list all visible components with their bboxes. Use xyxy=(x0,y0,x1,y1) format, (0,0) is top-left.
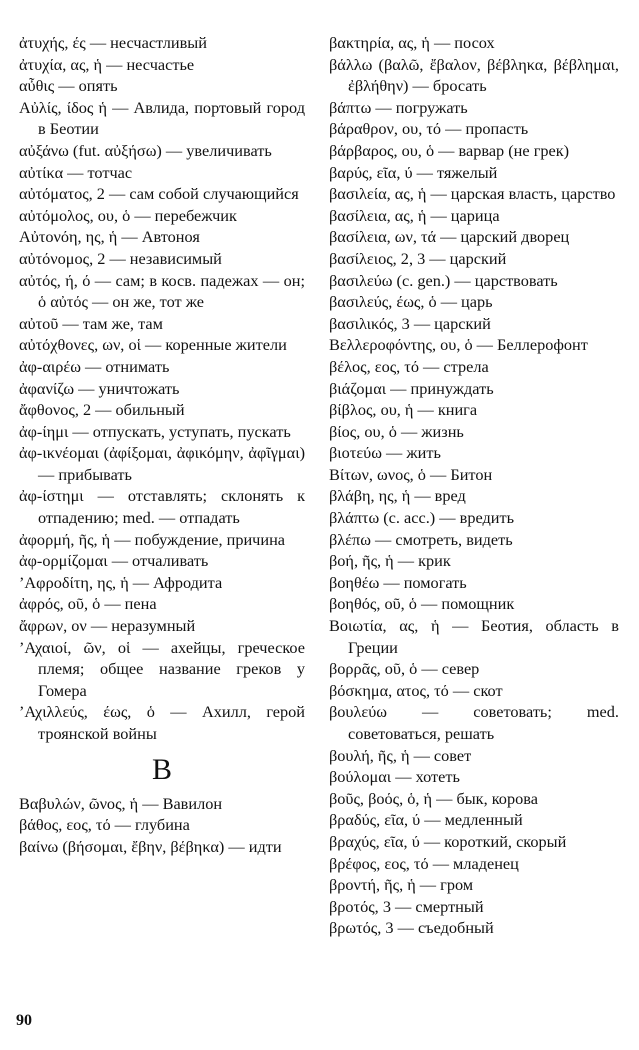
dictionary-entry: Αὐλίς, ίδος ἡ — Авлида, портовый город в Беотии xyxy=(19,97,305,139)
dictionary-entry: βίος, ου, ὁ — жизнь xyxy=(329,421,464,441)
dictionary-entry: Αὐτονόη, ης, ἡ — Автоноя xyxy=(19,227,200,247)
dictionary-entry: βλάπτω (c. acc.) — вредить xyxy=(329,508,515,528)
page-number: 90 xyxy=(16,1012,32,1029)
dictionary-entry: βαίνω (βήσομαι, ἔβην, βέβηκα) — идти xyxy=(19,836,282,856)
left-entry-list-after-letter xyxy=(19,793,305,858)
right-column xyxy=(329,32,619,939)
dictionary-entry: ἀφορμή, ῆς, ἡ — побуждение, причина xyxy=(19,529,286,549)
dictionary-entry: ἀφ-ικνέομαι (ἀφίξομαι, ἀφικόμην, ἀφῖγμαι) — прибывать xyxy=(19,443,305,484)
dictionary-entry: βουλή, ῆς, ἡ — совет xyxy=(329,745,472,765)
dictionary-entry: βάρβαρος, ου, ὁ — варвар (не грек) xyxy=(329,140,570,160)
dictionary-entry: ἀτυχία, ας, ἡ — несчастье xyxy=(19,54,195,74)
dictionary-entry: βασιλεύς, έως, ὁ — царь xyxy=(329,292,493,312)
dictionary-entry: ἀφανίζω — уничтожать xyxy=(19,378,180,398)
dictionary-entry: βουλεύω — советовать; med. советоваться, решать xyxy=(329,702,619,743)
dictionary-entry: βάπτω — погружать xyxy=(329,97,468,117)
dictionary-entry: αὖθις — опять xyxy=(19,76,118,96)
dictionary-entry: βασίλεια, ας, ἡ — царица xyxy=(329,205,500,225)
dictionary-entry: Βελλεροφόντης, ου, ὁ — Беллерофонт xyxy=(329,335,588,355)
dictionary-entry: ʼΑφροδίτη, ης, ἡ — Афродита xyxy=(19,572,223,592)
dictionary-entry: αὐτόμολος, ου, ὁ — перебежчик xyxy=(19,205,237,225)
left-column xyxy=(19,32,305,857)
dictionary-entry: Βαβυλών, ῶνος, ἡ — Вавилон xyxy=(19,793,223,813)
dictionary-entry: βασιλεία, ας, ἡ — царская власть, царство xyxy=(329,184,616,204)
dictionary-entry: ἀφ-ορμίζομαι — отчаливать xyxy=(19,551,209,571)
dictionary-entry: βροντή, ῆς, ἡ — гром xyxy=(329,875,474,895)
dictionary-entry: βασίλεια, ων, τά — царский дворец xyxy=(329,227,570,247)
dictionary-entry: βαρύς, εῖα, ύ — тяжелый xyxy=(329,162,498,182)
dictionary-entry: βρωτός, 3 — съедобный xyxy=(329,918,494,938)
dictionary-entry: Βοιωτία, ας, ἡ — Беотия, область в Греции xyxy=(329,616,619,657)
dictionary-entry: αὐτός, ή, ό — сам; в косв. падежах — он; ὁ αὐτός — он же, тот же xyxy=(19,270,305,312)
dictionary-entry: βακτηρία, ας, ἡ — посох xyxy=(329,33,495,52)
dictionary-entry: ἄφρων, ον — неразумный xyxy=(19,616,196,636)
dictionary-entry: βορρᾶς, οῦ, ὁ — север xyxy=(329,659,480,679)
right-entry-list xyxy=(329,32,619,939)
dictionary-entry: βραχύς, εῖα, ύ — короткий, скорый xyxy=(329,831,567,851)
dictionary-entry: αὐτίκα — тотчас xyxy=(19,162,133,182)
dictionary-entry: βοῦς, βοός, ὁ, ἡ — бык, корова xyxy=(329,788,538,808)
dictionary-entry: βασιλικός, 3 — царский xyxy=(329,313,491,333)
dictionary-entry: βέλος, εος, τό — стрела xyxy=(329,356,489,376)
dictionary-entry: ἀφρός, οῦ, ὁ — пена xyxy=(19,594,157,614)
dictionary-entry: βάραθρον, ου, τό — пропасть xyxy=(329,119,529,139)
dictionary-entry: Βίτων, ωνος, ὁ — Битон xyxy=(329,464,493,484)
dictionary-entry: βόσκημα, ατος, τό — скот xyxy=(329,680,503,700)
dictionary-entry: ἄφθονος, 2 — обильный xyxy=(19,400,185,420)
dictionary-entry: αὐτόνομος, 2 — независимый xyxy=(19,248,222,268)
dictionary-entry: ʼΑχιλλεύς, έως, ὁ — Ахилл, герой троянской войны xyxy=(19,702,305,743)
dictionary-entry: βάλλω (βαλῶ, ἔβαλον, βέβληκα, βέβλημαι, ἐβλήθην) — бросать xyxy=(329,54,619,96)
dictionary-entry: αὐτόματος, 2 — сам собой случающийся xyxy=(19,184,299,204)
dictionary-entry: βούλομαι — хотеть xyxy=(329,767,460,787)
dictionary-entry: βρέφος, εος, τό — младенец xyxy=(329,853,519,873)
dictionary-entry: ἀφ-ίστημι — отставлять; склонять к отпадению; med. — отпадать xyxy=(19,486,305,528)
dictionary-entry: ἀφ-αιρέω — отнимать xyxy=(19,356,170,376)
dictionary-entry: αὐτοῦ — там же, там xyxy=(19,313,163,333)
dictionary-entry: βοηθέω — помогать xyxy=(329,572,467,592)
dictionary-entry: αὐτόχθονες, ων, οἱ — коренные жители xyxy=(19,335,287,355)
dictionary-entry: βιοτεύω — жить xyxy=(329,443,441,463)
dictionary-entry: βασιλεύω (c. gen.) — царствовать xyxy=(329,270,558,290)
dictionary-entry: ἀτυχής, ές — несчастливый xyxy=(19,33,207,52)
dictionary-entry: βίβλος, ου, ἡ — книга xyxy=(329,400,478,420)
dictionary-entry: βοηθός, οῦ, ὁ — помощник xyxy=(329,594,515,614)
dictionary-entry: βλάβη, ης, ἡ — вред xyxy=(329,486,466,506)
dictionary-entry: βλέπω — смотреть, видеть xyxy=(329,529,513,549)
dictionary-entry: βροτός, 3 — смертный xyxy=(329,896,484,916)
dictionary-entry: αὐξάνω (fut. αὐξήσω) — увеличивать xyxy=(19,140,272,160)
dictionary-entry: ἀφ-ίημι — отпускать, уступать, пускать xyxy=(19,421,291,441)
dictionary-entry: βιάζομαι — принуждать xyxy=(329,378,494,398)
dictionary-entry: ʼΑχαιοί, ῶν, οἱ — ахейцы, греческое племя; общее название греков у Гомера xyxy=(19,637,305,700)
dictionary-entry: βραδύς, εῖα, ύ — медленный xyxy=(329,810,523,830)
left-entry-list xyxy=(19,32,305,745)
dictionary-entry: βασίλειος, 2, 3 — царский xyxy=(329,248,507,268)
dictionary-entry: βάθος, εος, τό — глубина xyxy=(19,815,190,835)
dictionary-entry: βοή, ῆς, ἡ — крик xyxy=(329,551,451,571)
section-letter: B xyxy=(151,752,172,786)
